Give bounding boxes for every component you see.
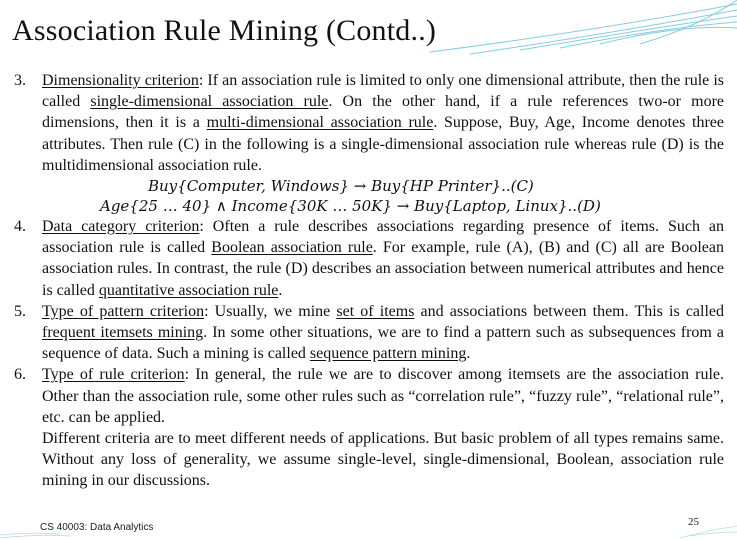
slide-title: Association Rule Mining (Contd..): [12, 14, 437, 47]
formula-c: Buy{Computer, Windows} → Buy{HP Printer}..(C): [148, 177, 534, 196]
item-text: [42, 216, 724, 301]
item-text-part: : If an association rule is limited to only one dimensional attribute, then the rule is called: [42, 72, 724, 111]
item-text-part: . For example, rule (A), (B) and (C) all are Boolean association rules. In contrast, the rule (D) describes an association between numerical attributes and hence is called: [42, 239, 724, 299]
item-text: [42, 364, 724, 428]
item-text-part: .: [278, 281, 283, 299]
criterion-heading: Dimensionality criterion: [42, 72, 199, 89]
term-underlined: set of items: [336, 302, 415, 320]
criterion-heading: Type of pattern criterion: [42, 302, 205, 320]
slide-body: [14, 70, 724, 492]
term-underlined: Boolean association rule: [211, 239, 373, 257]
term-underlined: quantitative association rule: [98, 281, 279, 299]
footer-course: CS 40003: Data Analytics: [40, 522, 154, 533]
item-number: 4.: [14, 218, 26, 236]
item-text: [42, 70, 724, 176]
closing-paragraph: Different criteria are to meet different needs of applications. But basic problem of all types remains same. Without any loss of generality, we assume single-level, single-dimensional, Boolean, association rule mining in our discussions.: [42, 430, 724, 490]
item-text-part: : Often a rule describes associations regarding presence of items. Such an association rule is called: [42, 218, 725, 257]
list-item: [14, 301, 724, 365]
term-underlined: sequence pattern mining: [309, 345, 467, 363]
term-underlined: multi-dimensional association rule: [206, 114, 434, 132]
item-text-part: . On the other hand, if a rule references two-or more dimensions, then it is a: [42, 93, 725, 132]
item-number: 6.: [14, 366, 26, 384]
item-text-part: . In some other situations, we are to find a pattern such as subsequences from a sequence of data. Such a mining is called: [42, 324, 725, 363]
item-text-part: and associations between them. This is called: [414, 302, 725, 320]
item-number: 3.: [14, 72, 26, 89]
item-text-part: . Suppose, Buy, Age, Income denotes three attributes. Then rule (C) in the following is a single-dimensional association rule whereas rule (D) is the multidimensional association rule.: [42, 114, 725, 174]
term-underlined: single-dimensional association rule: [90, 93, 329, 111]
criterion-heading: Data category criterion: [42, 218, 200, 236]
item-number: 5.: [14, 302, 26, 320]
list-item: [14, 216, 724, 301]
formula-d: Age{25 … 40} ∧ Income{30K … 50K} → Buy{Laptop, Linux}..(D): [100, 197, 601, 216]
term-underlined: frequent itemsets mining: [42, 324, 204, 342]
item-text: [42, 301, 724, 365]
list-item: [14, 70, 724, 176]
list-item: [14, 364, 724, 428]
item-text-part: .: [466, 345, 471, 363]
item-text-part: : In general, the rule we are to discover among itemsets are the association rule. Other than the association rule, some other rules such as “correlation rule”, “fuzzy rule”, “relational rule”, etc. can be applied.: [42, 366, 725, 426]
item-text-part: : Usually, we mine: [204, 302, 337, 320]
criterion-heading: Type of rule criterion: [42, 366, 185, 384]
page-number: 25: [688, 516, 699, 528]
